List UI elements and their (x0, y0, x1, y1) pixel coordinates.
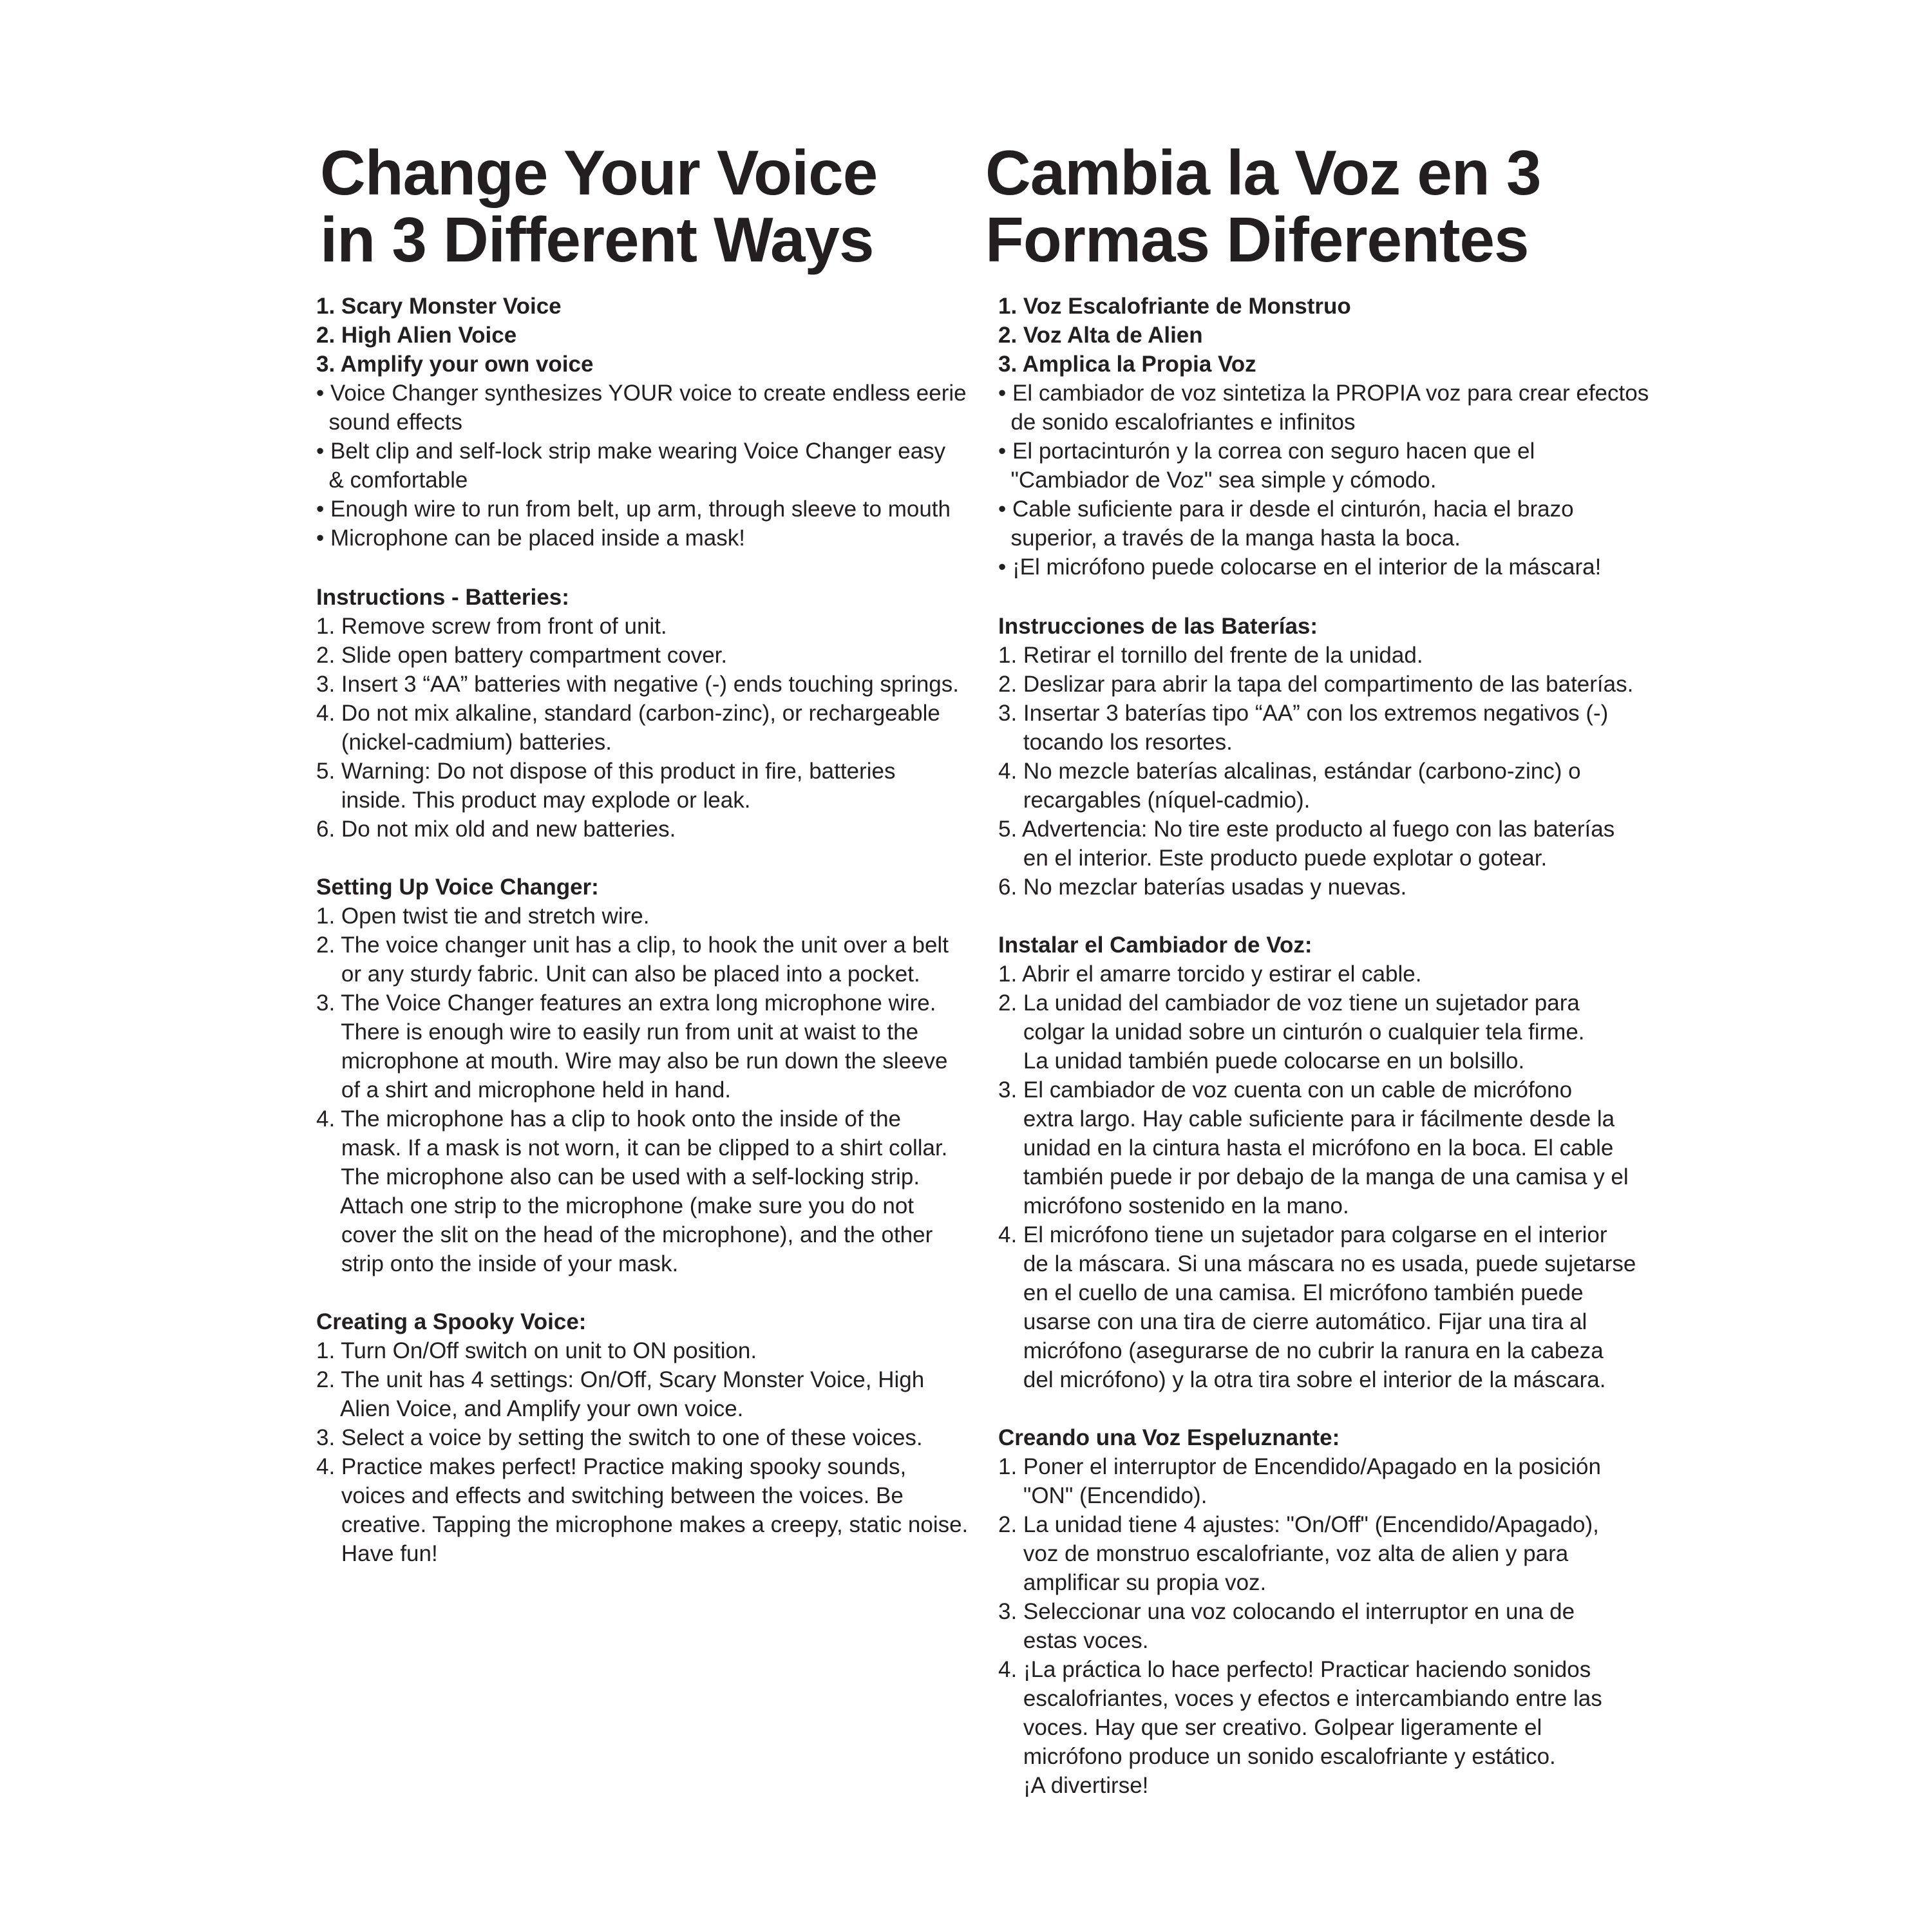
spanish-setup-line: micrófono (asegurarse de no cubrir la ranura en la cabeza (998, 1338, 1604, 1363)
spanish-feature-line: • El cambiador de voz sintetiza la PROPIA voz para crear efectos (998, 381, 1649, 406)
spanish-feature-line: superior, a través de la manga hasta la boca. (998, 526, 1461, 551)
english-spooky-line: creative. Tapping the microphone makes a creepy, static noise. (316, 1512, 969, 1537)
english-voice-item: 2. High Alien Voice (316, 323, 517, 348)
spanish-feature-line: • ¡El micrófono puede colocarse en el interior de la máscara! (998, 554, 1602, 580)
spanish-spooky-line: micrófono produce un sonido escalofriante y estático. (998, 1744, 1556, 1769)
spanish-setup-line: colgar la unidad sobre un cinturón o cualquier tela firme. (998, 1019, 1585, 1045)
english-setup-line: 2. The voice changer unit has a clip, to hook the unit over a belt (316, 933, 949, 958)
english-batteries-line: inside. This product may explode or leak. (316, 788, 751, 813)
english-batteries-line: 2. Slide open battery compartment cover. (316, 643, 728, 668)
spanish-spooky-line: 3. Seleccionar una voz colocando el interruptor en una de (998, 1599, 1575, 1624)
spanish-setup-line: 3. El cambiador de voz cuenta con un cable de micrófono (998, 1077, 1573, 1103)
english-batteries-line: 4. Do not mix alkaline, standard (carbon-zinc), or rechargeable (316, 701, 940, 726)
spanish-batteries-line: 2. Deslizar para abrir la tapa del compartimento de las baterías. (998, 672, 1634, 697)
spanish-setup-line: unidad en la cintura hasta el micrófono en la boca. El cable (998, 1135, 1614, 1160)
spanish-setup-line: del micrófono) y la otra tira sobre el interior de la máscara. (998, 1367, 1606, 1392)
spanish-batteries-line: recargables (níquel-cadmio). (998, 788, 1311, 813)
english-voice-list (316, 292, 593, 379)
english-setup-heading: Setting Up Voice Changer: (316, 875, 599, 900)
spanish-feature-line: "Cambiador de Voz" sea simple y cómodo. (998, 468, 1437, 493)
english-batteries-line: (nickel-cadmium) batteries. (316, 730, 612, 755)
spanish-spooky-line: ¡A divertirse! (998, 1773, 1149, 1798)
spanish-setup-line: 4. El micrófono tiene un sujetador para colgarse en el interior (998, 1222, 1607, 1247)
spanish-batteries-line: 4. No mezcle baterías alcalinas, estándar (carbono-zinc) o (998, 759, 1581, 784)
english-spooky-line: Alien Voice, and Amplify your own voice. (316, 1396, 744, 1421)
english-setup-line: 4. The microphone has a clip to hook onto the inside of the (316, 1106, 902, 1132)
spanish-batteries-heading: Instrucciones de las Baterías: (998, 614, 1318, 639)
spanish-setup-line: usarse con una tira de cierre automático. Fijar una tira al (998, 1309, 1587, 1334)
spanish-batteries-line: 5. Advertencia: No tire este producto al fuego con las baterías (998, 817, 1615, 842)
spanish-spooky-line: escalofriantes, voces y efectos e intercambiando entre las (998, 1686, 1602, 1711)
english-batteries-line: 5. Warning: Do not dispose of this product in fire, batteries (316, 759, 896, 784)
spanish-feature-line: • El portacinturón y la correa con seguro hacen que el (998, 439, 1535, 464)
english-setup-line: 3. The Voice Changer features an extra long microphone wire. (316, 990, 936, 1016)
english-setup-line: of a shirt and microphone held in hand. (316, 1077, 732, 1103)
english-spooky-line: voices and effects and switching between the voices. Be (316, 1483, 904, 1508)
spanish-spooky-line: 1. Poner el interruptor de Encendido/Apagado en la posición (998, 1454, 1601, 1479)
english-setup-line: There is enough wire to easily run from unit at waist to the (316, 1019, 919, 1045)
spanish-spooky-list (998, 1452, 1602, 1800)
spanish-setup-heading: Instalar el Cambiador de Voz: (998, 933, 1312, 958)
spanish-voice-item: 3. Amplica la Propia Voz (998, 352, 1256, 377)
spanish-spooky-heading: Creando una Voz Espeluznante: (998, 1425, 1340, 1450)
spanish-feature-line: de sonido escalofriantes e infinitos (998, 410, 1356, 435)
english-voice-item: 1. Scary Monster Voice (316, 294, 562, 319)
spanish-setup-list (998, 960, 1636, 1394)
english-setup-line: mask. If a mask is not worn, it can be clipped to a shirt collar. (316, 1135, 948, 1160)
english-setup-list (316, 902, 949, 1278)
english-batteries-line: 3. Insert 3 “AA” batteries with negative (-) ends touching springs. (316, 672, 959, 697)
english-setup-line: cover the slit on the head of the microphone), and the other (316, 1222, 933, 1247)
spanish-batteries-line: 6. No mezclar baterías usadas y nuevas. (998, 875, 1407, 900)
english-batteries-heading: Instructions - Batteries: (316, 585, 569, 610)
spanish-spooky-line: 2. La unidad tiene 4 ajustes: "On/Off" (Encendido/Apagado), (998, 1512, 1599, 1537)
spanish-setup-line: también puede ir por debajo de la manga de una camisa y el (998, 1164, 1629, 1189)
spanish-title-line1: Cambia la Voz en 3 (985, 137, 1541, 208)
spanish-title-line2: Formas Diferentes (985, 204, 1529, 275)
spanish-spooky-line: amplificar su propia voz. (998, 1570, 1267, 1595)
spanish-setup-line: en el cuello de una camisa. El micrófono también puede (998, 1280, 1584, 1305)
english-voice-item: 3. Amplify your own voice (316, 352, 594, 377)
spanish-spooky-line: "ON" (Encendido). (998, 1483, 1208, 1508)
english-feature-line: • Belt clip and self-lock strip make wearing Voice Changer easy (316, 439, 946, 464)
english-batteries-line: 6. Do not mix old and new batteries. (316, 817, 676, 842)
spanish-setup-line: de la máscara. Si una máscara no es usada, puede sujetarse (998, 1251, 1636, 1276)
english-spooky-line: 3. Select a voice by setting the switch to one of these voices. (316, 1425, 923, 1450)
spanish-setup-line: 2. La unidad del cambiador de voz tiene un sujetador para (998, 990, 1580, 1016)
english-feature-line: • Voice Changer synthesizes YOUR voice to create endless eerie (316, 381, 967, 406)
spanish-batteries-line: 1. Retirar el tornillo del frente de la unidad. (998, 643, 1423, 668)
english-feature-line: • Microphone can be placed inside a mask! (316, 526, 745, 551)
english-feature-line: & comfortable (316, 468, 468, 493)
english-feature-line: sound effects (316, 410, 463, 435)
spanish-voice-item: 2. Voz Alta de Alien (998, 323, 1203, 348)
spanish-voice-item: 1. Voz Escalofriante de Monstruo (998, 294, 1351, 319)
spanish-voice-list (998, 292, 1351, 379)
english-spooky-line: 4. Practice makes perfect! Practice making spooky sounds, (316, 1454, 907, 1479)
english-title-line1: Change Your Voice (320, 137, 878, 208)
spanish-spooky-line: voces. Hay que ser creativo. Golpear ligeramente el (998, 1715, 1542, 1740)
english-spooky-line: 2. The unit has 4 settings: On/Off, Scary Monster Voice, High (316, 1367, 925, 1392)
english-setup-line: or any sturdy fabric. Unit can also be placed into a pocket. (316, 961, 920, 987)
spanish-setup-line: 1. Abrir el amarre torcido y estirar el cable. (998, 961, 1422, 987)
english-setup-line: strip onto the inside of your mask. (316, 1251, 679, 1276)
english-setup-line: 1. Open twist tie and stretch wire. (316, 904, 650, 929)
spanish-batteries-list (998, 641, 1633, 902)
english-batteries-list (316, 612, 959, 844)
spanish-batteries-line: tocando los resortes. (998, 730, 1233, 755)
spanish-feature-list (998, 379, 1649, 582)
english-setup-line: microphone at mouth. Wire may also be run down the sleeve (316, 1048, 948, 1074)
spanish-feature-line: • Cable suficiente para ir desde el cinturón, hacia el brazo (998, 497, 1574, 522)
english-batteries-line: 1. Remove screw from front of unit. (316, 614, 667, 639)
spanish-spooky-line: 4. ¡La práctica lo hace perfecto! Practicar haciendo sonidos (998, 1657, 1591, 1682)
english-spooky-list (316, 1336, 968, 1568)
english-spooky-heading: Creating a Spooky Voice: (316, 1309, 587, 1334)
spanish-spooky-line: voz de monstruo escalofriante, voz alta de alien y para (998, 1541, 1569, 1566)
english-title-line2: in 3 Different Ways (320, 204, 874, 275)
spanish-batteries-line: 3. Insertar 3 baterías tipo “AA” con los extremos negativos (-) (998, 701, 1609, 726)
english-spooky-line: Have fun! (316, 1541, 438, 1566)
spanish-setup-line: micrófono sostenido en la mano. (998, 1193, 1349, 1218)
english-setup-line: Attach one strip to the microphone (make sure you do not (316, 1193, 914, 1218)
spanish-setup-line: extra largo. Hay cable suficiente para ir fácilmente desde la (998, 1106, 1615, 1132)
english-feature-list (316, 379, 967, 553)
spanish-setup-line: La unidad también puede colocarse en un bolsillo. (998, 1048, 1525, 1074)
spanish-batteries-line: en el interior. Este producto puede explotar o gotear. (998, 846, 1548, 871)
english-spooky-line: 1. Turn On/Off switch on unit to ON position. (316, 1338, 757, 1363)
spanish-spooky-line: estas voces. (998, 1628, 1149, 1653)
english-feature-line: • Enough wire to run from belt, up arm, through sleeve to mouth (316, 497, 951, 522)
english-setup-line: The microphone also can be used with a self-locking strip. (316, 1164, 920, 1189)
